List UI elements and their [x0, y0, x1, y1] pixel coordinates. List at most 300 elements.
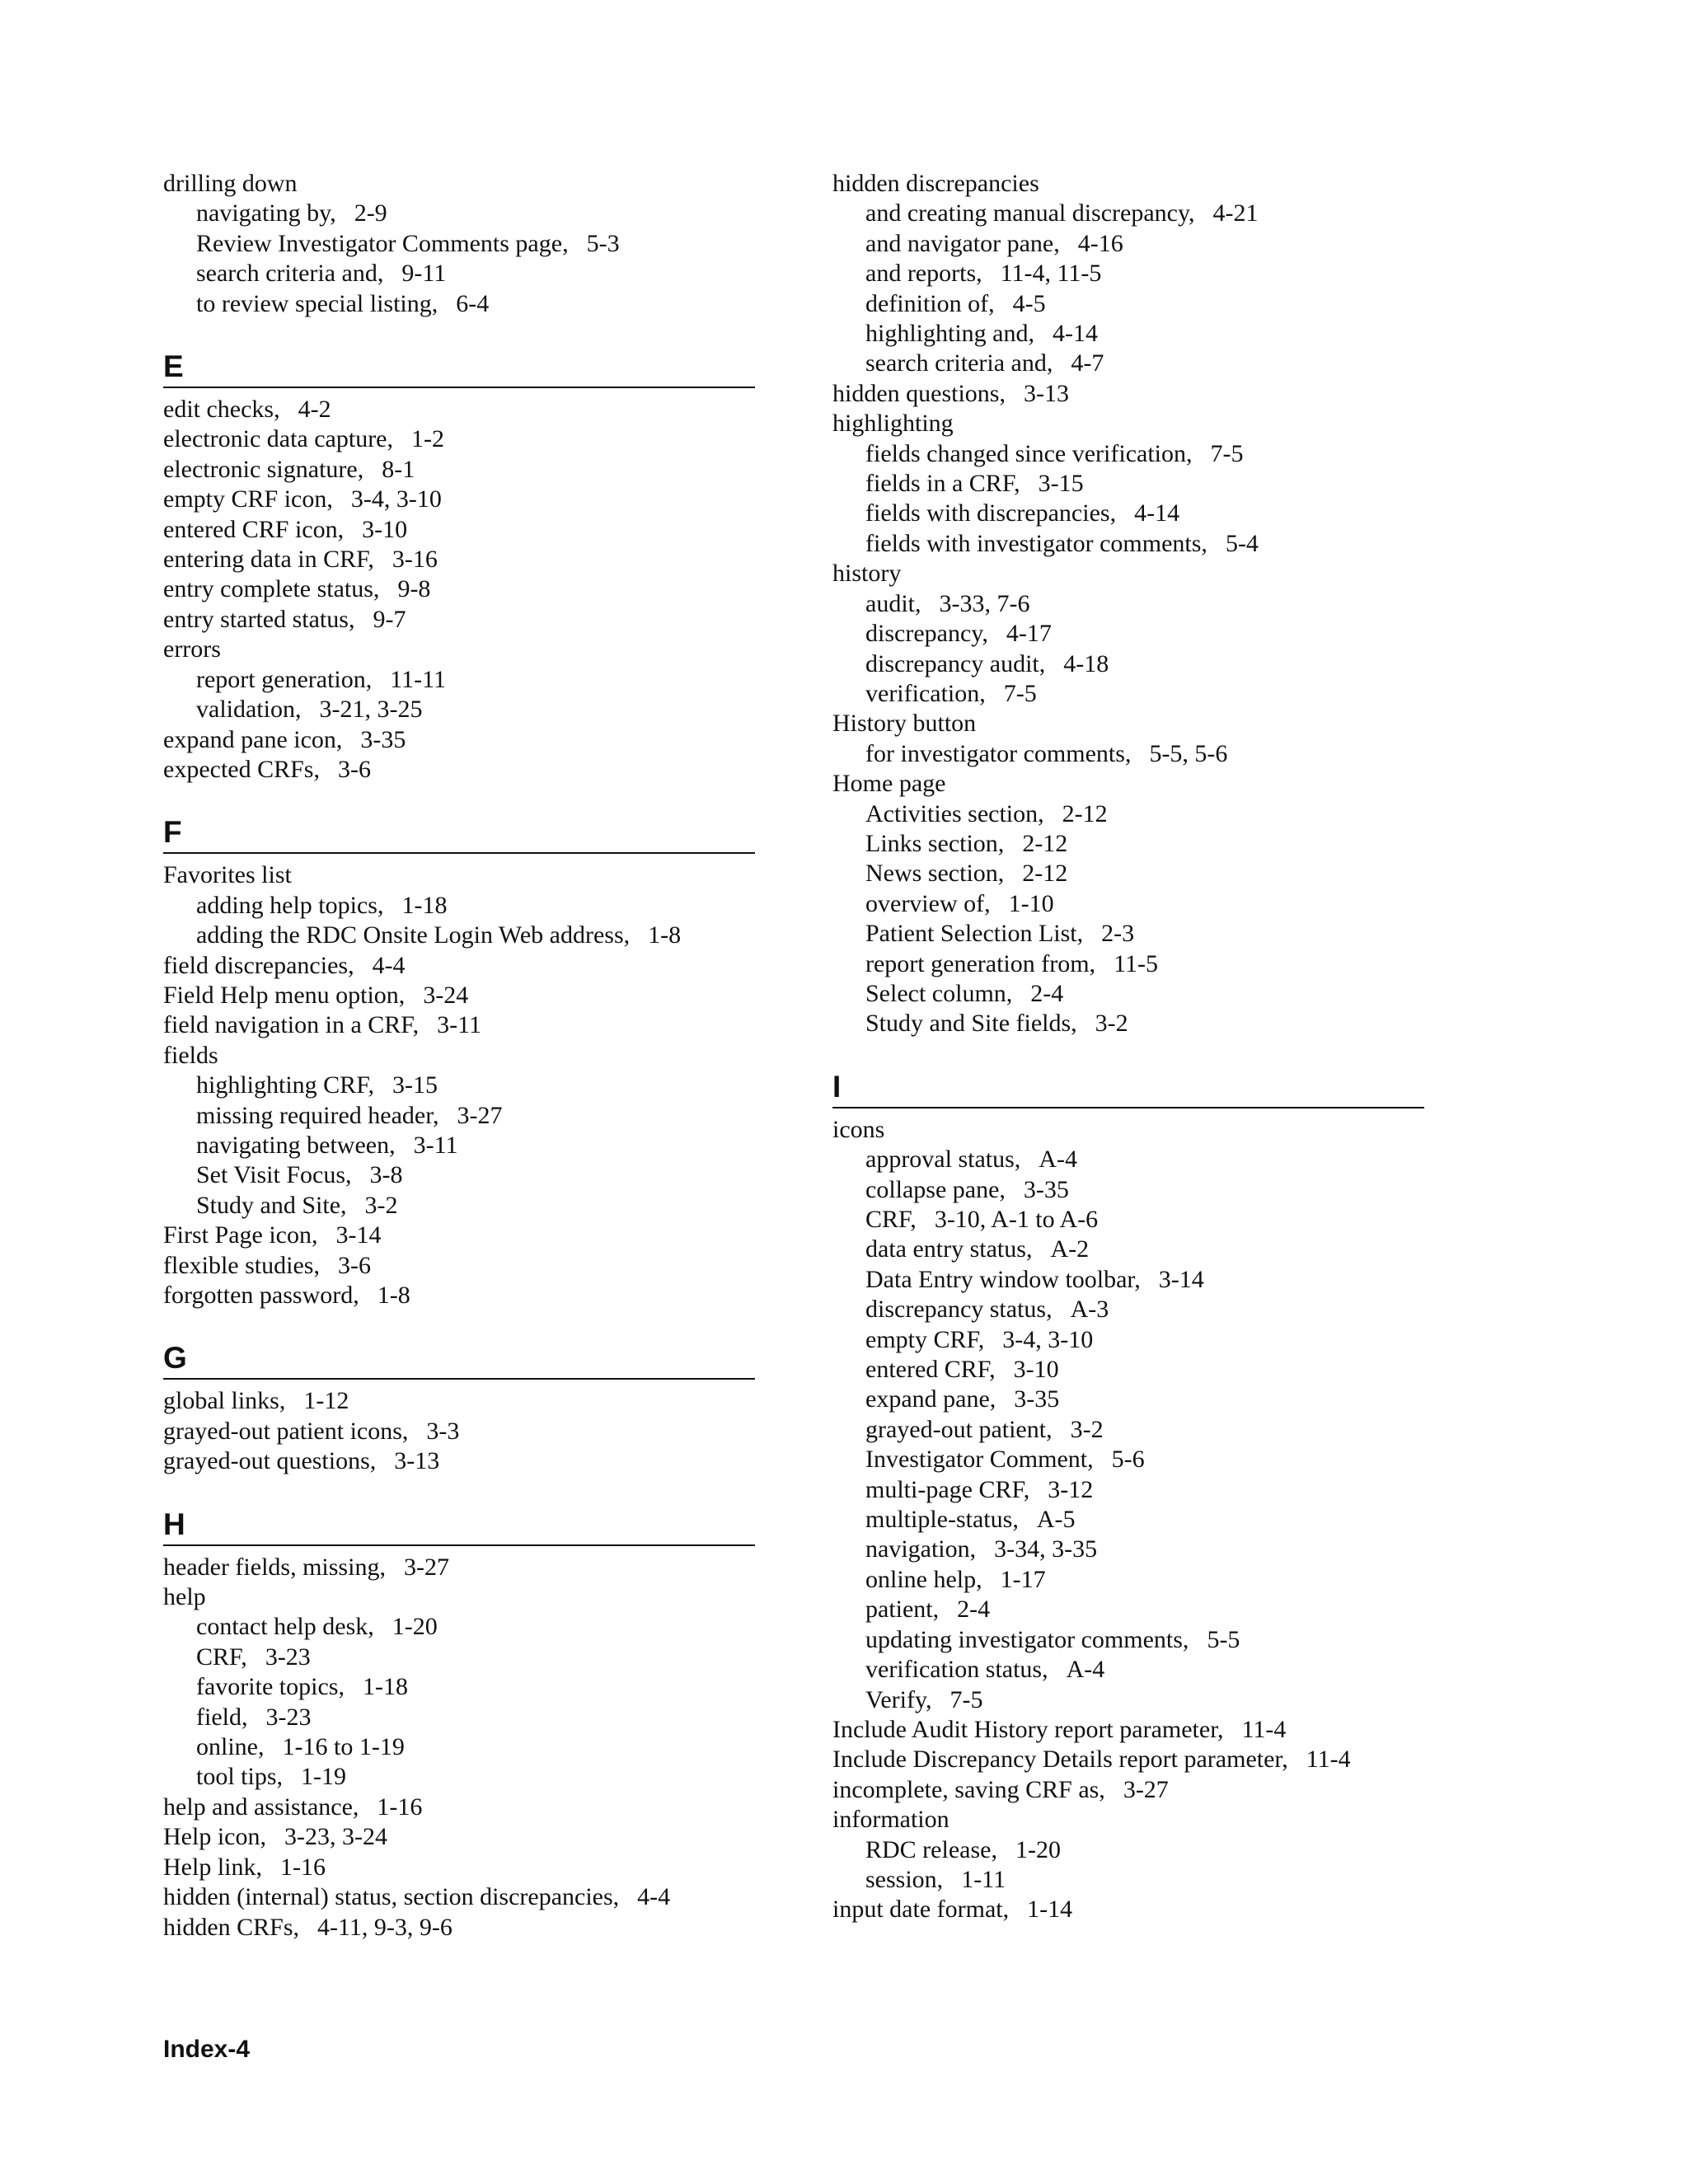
index-subentry: [832, 1325, 1424, 1355]
index-page-refs: 4-14: [1053, 320, 1098, 348]
index-entry: [163, 1582, 755, 1612]
index-term: CRF,: [196, 1643, 247, 1671]
index-page-refs: 3-16: [392, 546, 438, 574]
index-subentry: [832, 1655, 1424, 1685]
index-entry: [163, 981, 755, 1010]
index-term: Investigator Comment,: [865, 1446, 1094, 1474]
index-page-refs: 1-19: [301, 1763, 347, 1791]
index-entry: [163, 1041, 755, 1071]
index-subentry: [832, 439, 1424, 469]
index-page-refs: 4-21: [1212, 199, 1259, 227]
index-subentry: [832, 829, 1424, 859]
index-entry: [163, 1386, 755, 1416]
index-term: favorite topics,: [196, 1673, 345, 1701]
index-page-refs: 3-35: [1023, 1175, 1069, 1203]
index-term: field navigation in a CRF,: [163, 1011, 420, 1039]
index-subentry: [832, 1625, 1424, 1655]
index-entry: [163, 515, 755, 545]
index-page-refs: 9-8: [397, 575, 431, 603]
index-page-refs: 2-3: [1101, 920, 1135, 948]
index-entry: [163, 1913, 755, 1943]
index-page-refs: 3-10: [362, 515, 408, 543]
index-page-refs: 3-2: [364, 1191, 398, 1219]
index-subentry: [832, 739, 1424, 769]
index-page-refs: 4-14: [1134, 499, 1180, 527]
index-term: fields with investigator comments,: [865, 529, 1207, 557]
index-term: RDC release,: [865, 1835, 997, 1863]
index-page-refs: 4-4: [637, 1883, 671, 1911]
index-subentry: [832, 649, 1424, 679]
index-page-refs: 3-33, 7-6: [939, 589, 1030, 617]
index-term: overview of,: [865, 889, 991, 917]
index-page-refs: 1-8: [377, 1282, 410, 1309]
index-term: updating investigator comments,: [865, 1625, 1189, 1653]
index-term: contact help desk,: [196, 1613, 374, 1641]
index-entry: [163, 455, 755, 485]
section-heading-f: F: [163, 816, 755, 854]
index-term: navigation,: [865, 1535, 977, 1563]
index-term: hidden (internal) status, section discrepancies,: [163, 1883, 620, 1911]
index-term: hidden discrepancies: [832, 170, 1039, 197]
index-page-refs: 1-10: [1008, 889, 1054, 917]
index-term: grayed-out patient icons,: [163, 1417, 409, 1445]
index-page-refs: 11-5: [1114, 949, 1158, 977]
index-entry: [163, 755, 755, 785]
index-page-refs: A-4: [1066, 1656, 1105, 1684]
index-term: Links section,: [865, 829, 1005, 857]
index-page-refs: 5-5, 5-6: [1149, 739, 1228, 767]
index-page-refs: 1-16 to 1-19: [282, 1733, 405, 1761]
index-subentry: [832, 229, 1424, 259]
index-page-refs: 3-13: [1024, 379, 1069, 407]
section-heading-g: G: [163, 1342, 755, 1380]
index-entry: [163, 545, 755, 574]
index-page-refs: 1-17: [1000, 1565, 1046, 1593]
section-heading-i: I: [832, 1071, 1424, 1108]
index-page-refs: 5-5: [1207, 1625, 1240, 1653]
index-page-refs: 3-27: [457, 1101, 503, 1129]
index-term: grayed-out questions,: [163, 1447, 377, 1475]
index-page-refs: 4-4: [372, 951, 406, 979]
index-term: electronic data capture,: [163, 425, 393, 453]
index-term: Study and Site,: [196, 1191, 347, 1219]
index-term: grayed-out patient,: [865, 1415, 1053, 1443]
index-term: Include Discrepancy Details report parameter,: [832, 1746, 1288, 1774]
index-subentry: [832, 589, 1424, 619]
index-term: expand pane icon,: [163, 725, 343, 753]
index-entry: [163, 1882, 755, 1912]
index-page-refs: 3-24: [423, 981, 469, 1009]
index-subentry: [163, 1703, 755, 1732]
index-page-refs: 9-11: [401, 260, 447, 288]
index-page-refs: 4-5: [1012, 289, 1046, 317]
index-subentry: [163, 1071, 755, 1100]
index-term: icons: [832, 1115, 885, 1143]
index-subentry: [832, 859, 1424, 888]
index-page-refs: 3-15: [1038, 470, 1084, 498]
index-entry: [163, 860, 755, 890]
index-entry: [832, 559, 1424, 588]
index-page-refs: 3-11: [413, 1131, 458, 1159]
index-term: history: [832, 560, 902, 588]
index-term: and navigator pane,: [865, 229, 1060, 257]
index-subentry: [832, 1295, 1424, 1324]
index-subentry: [832, 1265, 1424, 1295]
index-term: search criteria and,: [865, 349, 1053, 377]
index-subentry: [832, 259, 1424, 288]
index-term: navigating by,: [196, 199, 336, 227]
index-page-refs: 3-6: [337, 755, 371, 783]
index-subentry: [832, 1475, 1424, 1505]
index-entry: [163, 1553, 755, 1582]
index-term: to review special listing,: [196, 289, 438, 317]
index-entry: [163, 1010, 755, 1040]
index-term: and creating manual discrepancy,: [865, 199, 1195, 227]
index-subentry: [163, 259, 755, 288]
index-entry: [163, 1417, 755, 1446]
index-entry: [832, 379, 1424, 409]
index-subentry: [832, 1175, 1424, 1205]
index-page-refs: 1-18: [401, 891, 448, 919]
index-subentry: [832, 1445, 1424, 1474]
index-subentry: [832, 319, 1424, 349]
index-term: and reports,: [865, 260, 982, 288]
index-page-refs: 2-4: [1030, 979, 1064, 1007]
index-page-refs: 3-35: [360, 725, 406, 753]
index-term: verification,: [865, 679, 986, 707]
index-term: News section,: [865, 860, 1005, 888]
index-term: drilling down: [163, 170, 298, 197]
index-page-refs: 3-34, 3-35: [994, 1535, 1098, 1563]
index-page-refs: 1-11: [961, 1865, 1006, 1893]
index-term: Field Help menu option,: [163, 981, 406, 1009]
index-subentry: [832, 529, 1424, 559]
index-page-refs: 4-11, 9-3, 9-6: [317, 1913, 452, 1941]
index-term: fields in a CRF,: [865, 470, 1020, 498]
page-footer-label: Index-4: [163, 2036, 251, 2063]
index-term: field discrepancies,: [163, 951, 354, 979]
index-term: electronic signature,: [163, 455, 364, 483]
index-term: adding help topics,: [196, 891, 384, 919]
index-term: header fields, missing,: [163, 1553, 386, 1581]
index-term: hidden CRFs,: [163, 1913, 300, 1941]
index-term: highlighting and,: [865, 320, 1034, 348]
index-entry: [832, 1805, 1424, 1835]
index-page-refs: 11-4: [1306, 1746, 1351, 1774]
index-column-right: [832, 169, 1424, 1925]
index-entry: [163, 1251, 755, 1281]
index-term: entering data in CRF,: [163, 546, 374, 574]
index-term: fields: [163, 1041, 218, 1069]
index-page-refs: 3-4, 3-10: [350, 485, 442, 513]
index-subentry: [832, 1505, 1424, 1535]
index-page-refs: 2-4: [957, 1596, 991, 1624]
index-entry: [163, 169, 755, 199]
index-page-refs: 1-20: [392, 1613, 438, 1641]
index-term: validation,: [196, 696, 302, 724]
index-page-refs: 3-23: [265, 1643, 311, 1671]
index-subentry: [832, 1685, 1424, 1715]
index-term: Set Visit Focus,: [196, 1161, 352, 1189]
index-page-refs: 1-18: [362, 1673, 408, 1701]
index-subentry: [832, 1565, 1424, 1595]
index-term: discrepancy status,: [865, 1296, 1053, 1324]
index-subentry: [163, 1762, 755, 1792]
index-subentry: [832, 619, 1424, 649]
index-page-refs: 3-8: [369, 1161, 403, 1189]
index-term: input date format,: [832, 1896, 1010, 1924]
index-term: highlighting: [832, 410, 954, 438]
index-page-refs: 11-4: [1241, 1715, 1287, 1743]
index-subentry: [832, 1415, 1424, 1445]
index-term: Review Investigator Comments page,: [196, 229, 569, 257]
index-term: Home page: [832, 770, 946, 798]
index-page-refs: 4-16: [1077, 229, 1123, 257]
index-term: expected CRFs,: [163, 755, 320, 783]
index-subentry: [832, 199, 1424, 228]
section-heading-h: H: [163, 1508, 755, 1546]
index-page-refs: 3-2: [1095, 1010, 1128, 1038]
index-page-refs: 4-18: [1063, 649, 1109, 677]
index-entry: [163, 1221, 755, 1250]
index-subentry: [832, 1145, 1424, 1174]
index-term: search criteria and,: [196, 260, 384, 288]
index-page-refs: 1-16: [280, 1853, 326, 1881]
index-entry: [163, 1446, 755, 1476]
index-term: adding the RDC Onsite Login Web address,: [196, 921, 631, 949]
index-page-refs: A-4: [1039, 1146, 1077, 1174]
index-page-refs: 3-11: [437, 1011, 481, 1039]
index-page-refs: 4-17: [1006, 620, 1052, 648]
index-page-refs: 11-4, 11-5: [1000, 260, 1102, 288]
index-page-refs: 3-35: [1014, 1385, 1060, 1413]
index-page-refs: 4-2: [298, 396, 331, 424]
index-entry: [163, 1793, 755, 1822]
index-subentry: [832, 1535, 1424, 1564]
index-page-refs: 2-12: [1022, 860, 1068, 888]
index-column-left: [163, 169, 755, 1943]
index-term: Verify,: [865, 1685, 932, 1713]
index-subentry: [163, 1672, 755, 1702]
index-page-refs: 1-20: [1015, 1835, 1061, 1863]
index-page-refs: 4-7: [1071, 349, 1104, 377]
index-term: incomplete, saving CRF as,: [832, 1775, 1105, 1803]
index-term: CRF,: [865, 1206, 917, 1233]
index-term: for investigator comments,: [865, 739, 1132, 767]
index-subentry: [832, 1009, 1424, 1038]
index-page-refs: 8-1: [382, 455, 415, 483]
index-page-refs: 5-3: [586, 229, 620, 257]
index-term: edit checks,: [163, 396, 280, 424]
index-subentry: [163, 1191, 755, 1221]
index-entry: [163, 725, 755, 755]
index-subentry: [832, 799, 1424, 829]
index-term: flexible studies,: [163, 1251, 320, 1279]
index-term: forgotten password,: [163, 1282, 359, 1309]
index-entry: [832, 1115, 1424, 1145]
index-page-refs: 9-7: [373, 605, 406, 633]
index-page-refs: 3-14: [335, 1221, 382, 1249]
index-entry: [832, 409, 1424, 438]
index-term: hidden questions,: [832, 379, 1006, 407]
index-term: collapse pane,: [865, 1175, 1006, 1203]
index-entry: [163, 1281, 755, 1310]
index-entry: [832, 709, 1424, 738]
index-subentry: [832, 1355, 1424, 1385]
index-entry: [832, 1715, 1424, 1745]
index-entry: [163, 485, 755, 514]
index-subentry: [163, 1160, 755, 1190]
index-page-refs: 3-23: [265, 1703, 312, 1731]
index-entry: [832, 1895, 1424, 1924]
index-term: errors: [163, 635, 221, 663]
index-entry: [832, 169, 1424, 199]
index-page-refs: 7-5: [1003, 679, 1037, 707]
index-subentry: [832, 1205, 1424, 1235]
index-subentry: [832, 679, 1424, 709]
index-subentry: [832, 949, 1424, 979]
index-page-refs: 3-3: [426, 1417, 460, 1445]
index-term: data entry status,: [865, 1235, 1033, 1263]
index-page-refs: 11-11: [390, 665, 447, 693]
index-subentry: [163, 289, 755, 319]
index-term: empty CRF,: [865, 1325, 985, 1353]
index-page-refs: 1-14: [1027, 1896, 1073, 1924]
index-term: Activities section,: [865, 799, 1044, 827]
index-subentry: [832, 1235, 1424, 1264]
index-term: fields with discrepancies,: [865, 499, 1117, 527]
index-page-refs: 2-9: [354, 199, 387, 227]
index-page-refs: 3-23, 3-24: [284, 1823, 387, 1851]
index-subentry: [163, 1732, 755, 1762]
index-entry: [832, 1745, 1424, 1774]
index-term: missing required header,: [196, 1101, 439, 1129]
index-page-refs: 5-6: [1111, 1446, 1145, 1474]
index-page-refs: A-3: [1070, 1296, 1109, 1324]
index-term: report generation,: [196, 665, 373, 693]
index-entry: [832, 1775, 1424, 1805]
index-subentry: [832, 349, 1424, 378]
index-term: definition of,: [865, 289, 995, 317]
index-term: highlighting CRF,: [196, 1071, 374, 1099]
index-term: Study and Site fields,: [865, 1010, 1077, 1038]
index-subentry: [832, 289, 1424, 319]
section-heading-e: E: [163, 350, 755, 388]
index-page-refs: 6-4: [456, 289, 490, 317]
index-term: empty CRF icon,: [163, 485, 333, 513]
index-subentry: [163, 891, 755, 921]
index-page-refs: 3-4, 3-10: [1002, 1325, 1094, 1353]
index-term: discrepancy,: [865, 620, 988, 648]
index-term: Select column,: [865, 979, 1013, 1007]
index-term: navigating between,: [196, 1131, 396, 1159]
index-subentry: [163, 229, 755, 259]
index-term: report generation from,: [865, 949, 1096, 977]
index-term: entered CRF icon,: [163, 515, 345, 543]
index-subentry: [832, 1865, 1424, 1895]
index-term: patient,: [865, 1596, 940, 1624]
index-page-refs: 1-8: [648, 921, 682, 949]
index-page-refs: 3-10, A-1 to A-6: [934, 1206, 1099, 1233]
index-subentry: [163, 665, 755, 695]
index-page-refs: 3-15: [392, 1071, 438, 1099]
index-term: global links,: [163, 1387, 286, 1415]
index-page-refs: 3-6: [337, 1251, 371, 1279]
index-entry: [163, 605, 755, 635]
index-subentry: [163, 1612, 755, 1642]
index-subentry: [163, 695, 755, 724]
index-term: approval status,: [865, 1146, 1021, 1174]
index-subentry: [832, 889, 1424, 919]
index-entry: [163, 1853, 755, 1882]
index-term: Patient Selection List,: [865, 920, 1084, 948]
index-page-refs: 3-21, 3-25: [319, 696, 423, 724]
index-term: multi-page CRF,: [865, 1475, 1030, 1503]
index-term: help: [163, 1583, 206, 1611]
index-term: tool tips,: [196, 1763, 284, 1791]
index-entry: [163, 424, 755, 454]
index-subentry: [832, 1595, 1424, 1624]
index-term: discrepancy audit,: [865, 649, 1046, 677]
index-entry: [163, 635, 755, 664]
index-term: History button: [832, 710, 977, 738]
index-entry: [163, 574, 755, 604]
index-page-refs: 3-14: [1158, 1265, 1204, 1293]
index-subentry: [832, 1835, 1424, 1865]
index-term: Help icon,: [163, 1823, 266, 1851]
index-term: verification status,: [865, 1656, 1048, 1684]
index-page-refs: 3-13: [394, 1447, 440, 1475]
index-term: online help,: [865, 1565, 982, 1593]
index-term: Data Entry window toolbar,: [865, 1265, 1141, 1293]
index-entry: [163, 1822, 755, 1852]
index-term: First Page icon,: [163, 1221, 318, 1249]
index-entry: [163, 395, 755, 424]
index-subentry: [163, 1643, 755, 1672]
index-page-refs: 1-12: [303, 1387, 349, 1415]
index-term: entry complete status,: [163, 575, 380, 603]
index-page-refs: 1-2: [411, 425, 444, 453]
index-page-refs: 3-12: [1048, 1475, 1094, 1503]
index-subentry: [832, 499, 1424, 528]
index-term: Help link,: [163, 1853, 262, 1881]
index-subentry: [832, 919, 1424, 949]
index-term: multiple-status,: [865, 1506, 1019, 1534]
index-page-refs: 3-2: [1070, 1415, 1104, 1443]
index-page-refs: 5-4: [1225, 529, 1259, 557]
index-subentry: [163, 199, 755, 228]
index-term: field,: [196, 1703, 248, 1731]
index-term: Include Audit History report parameter,: [832, 1715, 1224, 1743]
index-term: information: [832, 1806, 950, 1834]
index-page-refs: 2-12: [1022, 829, 1068, 857]
index-term: expand pane,: [865, 1385, 996, 1413]
index-subentry: [163, 921, 755, 950]
index-subentry: [163, 1101, 755, 1131]
index-term: session,: [865, 1865, 944, 1893]
index-page-refs: 2-12: [1062, 799, 1108, 827]
index-term: Favorites list: [163, 861, 292, 889]
index-page-refs: 7-5: [950, 1685, 983, 1713]
index-page-refs: 3-27: [1123, 1775, 1169, 1803]
index-entry: [832, 769, 1424, 799]
index-subentry: [832, 1385, 1424, 1414]
index-entry: [163, 951, 755, 981]
index-term: online,: [196, 1733, 265, 1761]
index-subentry: [832, 979, 1424, 1009]
index-page-refs: 7-5: [1210, 439, 1244, 467]
index-subentry: [163, 1131, 755, 1160]
